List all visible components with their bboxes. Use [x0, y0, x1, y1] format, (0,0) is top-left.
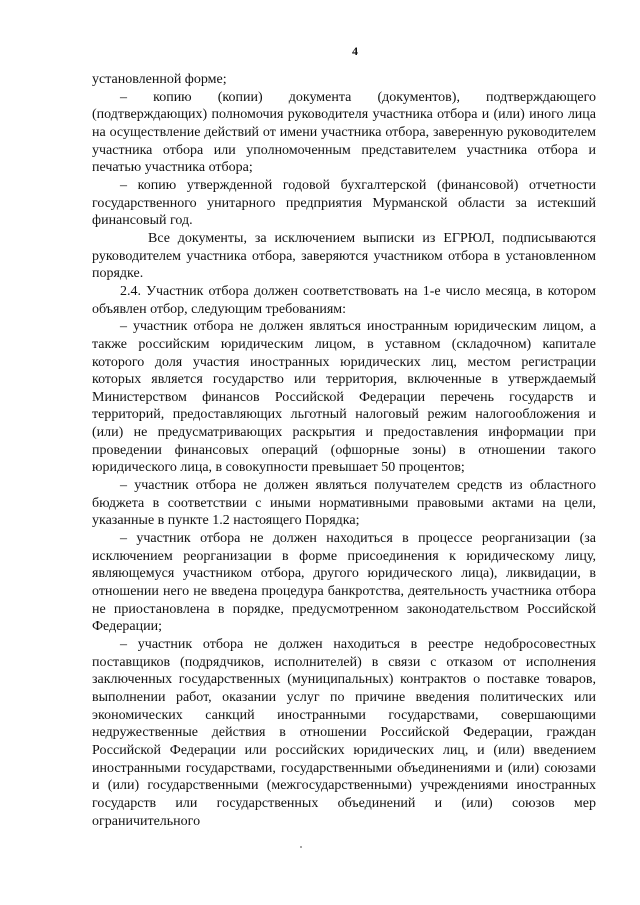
paragraph-continuation: установленной форме;	[92, 72, 227, 87]
paragraph-list-item: – участник отбора не должен являться иностранным юридическим лицом, а также российским юридическим лицом, в уставном (складочном) капитале которого доля участия иностранных юридических лиц, местом регистрации которых является государство или территория, включенные в утверждаемый Министерством финансов Российской Федерации перечень государств и территорий, предоставляющих льготный налоговый режим налогообложения и (или) не предусматривающих раскрытия и предоставления информации при проведении финансовых операций (офшорные зоны) в отношении такого юридического лица, в совокупности превышает 50 процентов;	[92, 319, 596, 476]
scan-dot	[300, 846, 302, 848]
paragraph-list-item: – участник отбора не должен являться получателем средств из областного бюджета в соответствии с иными нормативными правовыми актами на цели, указанные в пункте 1.2 настоящего Порядка;	[92, 478, 596, 529]
paragraph-clause-2-4: 2.4. Участник отбора должен соответствовать на 1-е число месяца, в котором объявлен отбор, следующим требованиям:	[92, 283, 596, 317]
page-number: 4	[352, 44, 358, 58]
paragraph-list-item: – участник отбора не должен находиться в процессе реорганизации (за исключением реорганизации в форме присоединения к юридическому лицу, являющемуся участником отбора, другого юридического лица), ликвидации, в отношении него не введена процедура банкротства, деятельность участника отбора не приостановлена в порядке, предусмотренном законодательством Российской Федерации;	[92, 531, 596, 635]
paragraph-signing-note: Все документы, за исключением выписки из ЕГРЮЛ, подписываются руководителем участника отбора, заверяются участником отбора в установленном порядке.	[92, 230, 596, 282]
paragraph-list-item: – участник отбора не должен находиться в реестре недобросовестных поставщиков (подрядчиков, исполнителей) в связи с отказом от исполнения заключенных государственных (муниципальных) контрактов о поставке товаров, выполнении работ, оказании услуг по причине введения политических или экономических санкций иностранными государствами, совершающими недружественные действия в отношении Российской Федерации, граждан Российской Федерации или российских юридических лиц, и (или) введением иностранными государствами, государственными объединениями и (или) союзами и (или) государственными (межгосударственными) учреждениями иностранных государств или государственных объединений и (или) союзов мер ограничительного	[92, 637, 596, 829]
document-body	[92, 71, 596, 830]
paragraph-list-item: – копию (копии) документа (документов), подтверждающего (подтверждающих) полномочия руководителя участника отбора и (или) иного лица на осуществление действий от имени участника отбора, заверенную руководителем участника отбора или уполномоченным представителем участника отбора и печатью участника отбора;	[92, 89, 596, 176]
paragraph-list-item: – копию утвержденной годовой бухгалтерской (финансовой) отчетности государственного унитарного предприятия Мурманской области за истекший финансовый год.	[92, 177, 596, 229]
